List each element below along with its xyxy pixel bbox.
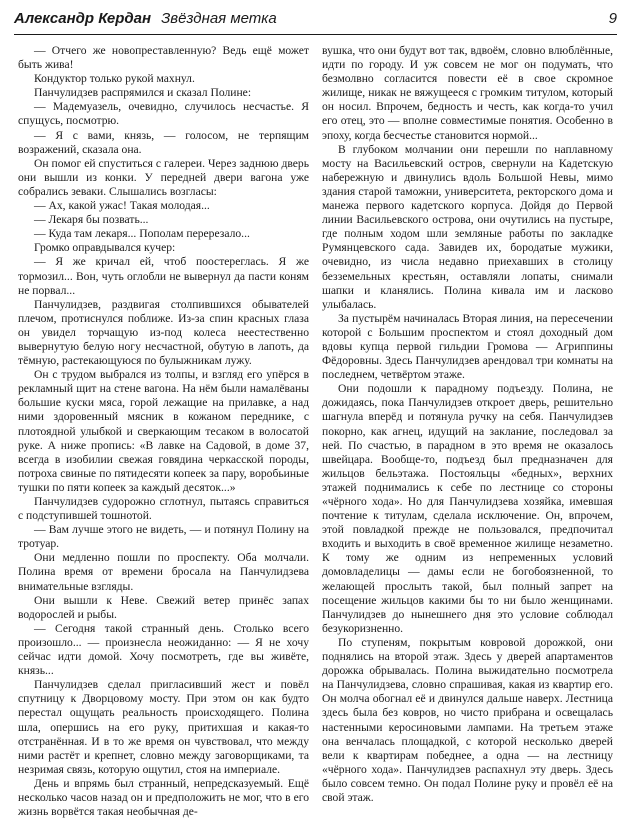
paragraph: — Я с вами, князь, — голосом, не терпящим возражений, сказала она. <box>18 128 309 156</box>
paragraph: Панчулидзев судорожно сглотнул, пытаясь справиться с подступившей тошнотой. <box>18 495 309 523</box>
paragraph: Кондуктор только рукой махнул. <box>34 72 195 86</box>
page-number: 9 <box>608 10 617 27</box>
paragraph-continued: вушка, что они будут вот так, вдвоём, словно влюблённые, идти по городу. И уж совсем не мог он подумать, что безмолвно согласится повести её в свое скромное жилище, никак не вяжущееся с громким титулом, который он носил. Впрочем, бедность и честь, как когда-то учил его отец, это — вполне совместимые понятия. Особенно в эпоху, когда бесчестье становится нормой... <box>322 44 613 142</box>
paragraph: Громко оправдывался кучер: <box>34 241 176 255</box>
paragraph: — Отчего же новопреставленную? Ведь ещё может быть жива! <box>18 44 309 72</box>
header-author: Александр Кердан <box>14 10 152 27</box>
paragraph: Панчулидзев сделал пригласивший жест и повёл спутницу к Дворцовому мосту. При этом он как будто перестал ощущать реальность происходящего. Полина шла, опершись на его руку, притихшая и какая-то отстранённая. И в то же время он чувствовал, что между ними растёт и крепнет, словно между заговорщиками, та незримая связь, которую ощутил, стоя на империале. <box>18 678 309 776</box>
paragraph: — Куда там лекаря... Пополам перерезало... <box>34 227 250 241</box>
paragraph: В глубоком молчании они перешли по наплавному мосту на Васильевский остров, свернули на Кадетскую набережную и двинулись вдоль Большой Невы, мимо здания старой таможни, университета, ректорского дома и манежа первого кадетского корпуса. Дойдя до Первой линии Васильевского острова, они очутились на пустыре, где полным ходом шли земляные работы по закладке Румянцевского сада. Завидев их, бородатые мужики, очевидно, из числа недавно приехавших в столицу безземельных крестьян, оставляли лопаты, снимали шапки и кланялись. Полина кивала им и ласково улыбалась. <box>322 142 613 311</box>
paragraph: Он помог ей спуститься с галереи. Через заднюю дверь они вышли из конки. У передней двери вагона уже собрались зеваки. Слышались возгласы: <box>18 156 309 198</box>
paragraph: Панчулидзев распрямился и сказал Полине: <box>34 86 252 100</box>
paragraph: Они медленно пошли по проспекту. Оба молчали. Полина время от времени бросала на Панчулидзева внимательные взгляды. <box>18 551 309 593</box>
paragraph: Он с трудом выбрался из толпы, и взгляд его упёрся в рекламный щит на стене вагона. На нём были намалёваны большие куски мяса, горой лежащие на прилавке, а над ними здоровенный мясник в кожаном переднике, с плотоядной улыбкой и сверкающим тесаком в волосатой руке. А ниже пропись: «В лавке на Садовой, в доме 37, всегда в изобилии свежая говядина черкасской породы, потроха свиные по пятидесяти копеек за пару, воробьиные тушки по пяти копеек за каждый десяток...» <box>18 368 309 494</box>
paragraph: За пустырём начиналась Вторая линия, на пересечении которой с Большим проспектом и стоял доходный дом вдовы купца первой гильдии Громова — Агриппины Фёдоровны. Здесь Панчулидзев арендовал три комнаты на последнем, четвёртом этаже. <box>322 311 613 382</box>
right-column <box>322 44 613 805</box>
paragraph: — Лекаря бы позвать... <box>34 213 149 227</box>
paragraph: — Ах, какой ужас! Такая молодая... <box>34 199 210 213</box>
paragraph: Они вышли к Неве. Свежий ветер принёс запах водорослей и рыбы. <box>18 593 309 621</box>
paragraph: — Сегодня такой странный день. Столько всего произошло... — произнесла неожиданно: — Я не хочу сейчас идти домой. Хочу посмотреть, где вы живёте, князь... <box>18 621 309 678</box>
paragraph: По ступеням, покрытым ковровой дорожкой, они поднялись на второй этаж. Здесь у дверей апартаментов дорожка обрывалась. Полина выжидательно посмотрела на Панчулидзева, словно спрашивая, какая из квартир его. Он молча обогнал её и двинулся дальше наверх. Лестница здесь была без ковров, но чисто прибрана и освещалась настенными керосиновыми лампами. На третьем этаже она венчалась площадкой, с которой несколько дверей вели к квартирам победнее, а одна — на лестницу «чёрного хода». Панчулидзев распахнул эту дверь. Здесь было совсем темно. Он подал Полине руку и провёл её на свой этаж. <box>322 635 613 804</box>
paragraph: День и впрямь был странный, непредсказуемый. Ещё несколько часов назад он и предположить не мог, что в его жизнь ворвётся такая необычная де- <box>18 776 309 819</box>
paragraph: Они подошли к парадному подъезду. Полина, не дожидаясь, пока Панчулидзев откроет дверь, решительно шагнула вперёд и потянула ручку на себя. Панчулидзев покорно, как агнец, идущий на заклание, последовал за ней. По счастью, в парадном в это время не оказалось швейцара. Вообще-то, подъезд был предназначен для жильцов бельэтажа. Постояльцы «бедных», верхних этажей поднимались к себе по лестнице со стороны «чёрного хода». Но для Панчулидзева хозяйка, имевшая почтение к титулам, сделала исключение. Он, впрочем, этой повладкой прежде не пользовался, предпочитал входить и выходить в своё временное жилище незаметно. К тому же одним из непременных условий домовладелицы — дамы если не богобоязненной, то желающей прослыть такой, был полный запрет на посещение жильцов какими бы то ни было женщинами. Панчулидзев до нынешнего дня это условие соблюдал безукоризненно. <box>322 382 613 635</box>
paragraph: — Вам лучше этого не видеть, — и потянул Полину на тротуар. <box>18 523 309 551</box>
paragraph: Панчулидзев, раздвигая столпившихся обывателей плечом, протиснулся поближе. Из-за спин красных глаза он увидел торчащую из-под колеса неестественно вывернутую белую ногу несчастной, обутую в лапоть, да тёмную, растекающуюся по булыжникам лужу. <box>18 297 309 368</box>
paragraph: — Мадемуазель, очевидно, случилось несчастье. Я спущусь, посмотрю. <box>18 100 309 128</box>
header-book-title: Звёздная метка <box>161 10 277 27</box>
left-column <box>18 44 309 819</box>
paragraph: — Я же кричал ей, чтоб поостереглась. Я же тормозил... Вон, чуть оглобли не вывернул да пасти коням не порвал... <box>18 255 309 297</box>
running-header <box>14 4 617 35</box>
